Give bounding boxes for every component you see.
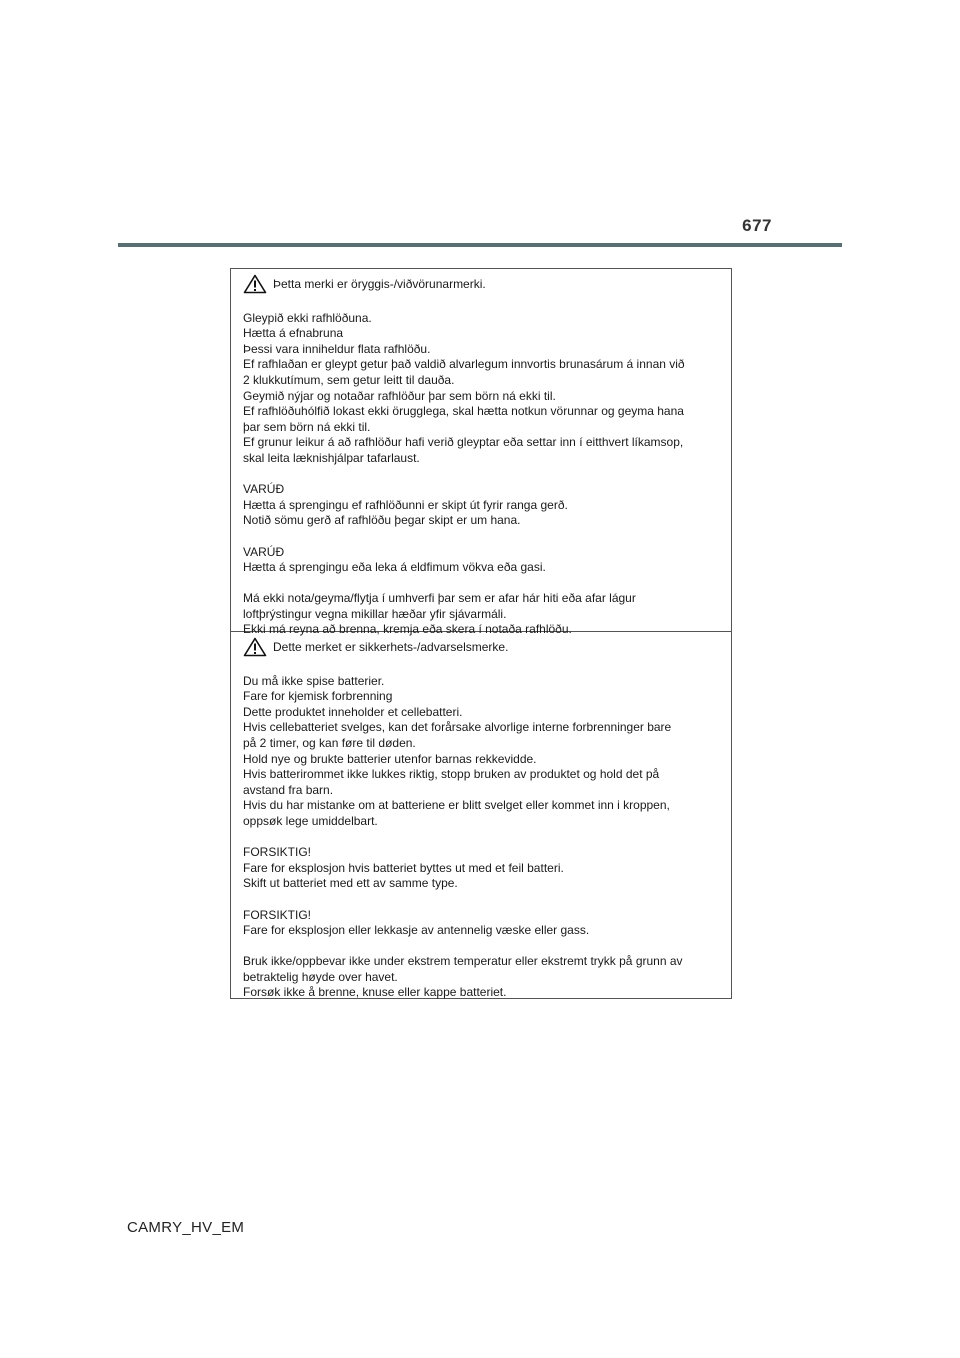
warning-triangle-icon xyxy=(243,637,267,657)
icelandic-para-2 xyxy=(243,482,731,529)
norwegian-para-4 xyxy=(243,954,731,1001)
text-line: på 2 timer, og kan føre til døden. xyxy=(243,735,416,750)
warning-label-box xyxy=(230,268,732,999)
icelandic-heading-row xyxy=(243,273,731,295)
text-line: FORSIKTIG! xyxy=(243,845,312,860)
text-line: þar sem börn ná ekki til. xyxy=(243,419,371,434)
page-number: 677 xyxy=(742,216,772,235)
text-line: Skift ut batteriet med ett av samme type. xyxy=(243,876,458,891)
icelandic-para-1 xyxy=(243,311,731,467)
text-line: Ekki má reyna að brenna, kremja eða skera í notaða rafhlöðu. xyxy=(243,622,572,637)
text-line: Hvis cellebatteriet svelges, kan det forårsake alvorlige interne forbrenninger bare xyxy=(243,720,672,735)
icelandic-section xyxy=(231,269,731,637)
norwegian-section xyxy=(231,632,731,998)
text-line: Hætta á sprengingu ef rafhlöðunni er skipt út fyrir ranga gerð. xyxy=(243,497,568,512)
text-line: skal leita læknishjálpar tafarlaust. xyxy=(243,450,420,465)
text-line: FORSIKTIG! xyxy=(243,907,312,922)
text-line: VARÚÐ xyxy=(243,544,285,559)
icelandic-para-3 xyxy=(243,545,731,576)
norwegian-para-3 xyxy=(243,908,731,939)
text-line: Du må ikke spise batterier. xyxy=(243,673,385,688)
header-rule xyxy=(118,243,842,247)
text-line: Notið sömu gerð af rafhlöðu þegar skipt er um hana. xyxy=(243,513,521,528)
norwegian-heading: Dette merket er sikkerhets-/advarselsmerke. xyxy=(273,640,509,654)
norwegian-para-1 xyxy=(243,674,731,830)
text-line: Fare for eksplosjon eller lekkasje av antennelig væske eller gass. xyxy=(243,923,590,938)
text-line: Fare for kjemisk forbrenning xyxy=(243,689,393,704)
warning-triangle-icon xyxy=(243,274,267,294)
text-line: Forsøk ikke å brenne, knuse eller kappe batteriet. xyxy=(243,985,507,1000)
icelandic-heading: Þetta merki er öryggis-/viðvörunarmerki. xyxy=(273,277,486,291)
text-line: Þessi vara inniheldur flata rafhlöðu. xyxy=(243,341,431,356)
text-line: Dette produktet inneholder et cellebatteri. xyxy=(243,704,463,719)
text-line: Bruk ikke/oppbevar ikke under ekstrem temperatur eller ekstremt trykk på grunn av xyxy=(243,954,683,969)
footer-model-code: CAMRY_HV_EM xyxy=(127,1219,245,1236)
text-line: Hvis batterirommet ikke lukkes riktig, stopp bruken av produktet og hold det på xyxy=(243,767,660,782)
text-line: Hvis du har mistanke om at batteriene er blitt svelget eller kommet inn i kroppen, xyxy=(243,798,670,813)
text-line: Hold nye og brukte batterier utenfor barnas rekkevidde. xyxy=(243,751,537,766)
text-line: Fare for eksplosjon hvis batteriet byttes ut med et feil batteri. xyxy=(243,860,564,875)
text-line: Ef rafhlaðan er gleypt getur það valdið alvarlegum innvortis brunasárum á innan við xyxy=(243,357,685,372)
text-line: oppsøk lege umiddelbart. xyxy=(243,813,378,828)
norwegian-para-2 xyxy=(243,845,731,892)
text-line: loftþrýstingur vegna mikillar hæðar yfir sjávarmáli. xyxy=(243,606,507,621)
text-line: Hætta á efnabruna xyxy=(243,326,344,341)
text-line: avstand fra barn. xyxy=(243,782,334,797)
text-line: Ef rafhlöðuhólfið lokast ekki örugglega, skal hætta notkun vörunnar og geyma hana xyxy=(243,404,684,419)
norwegian-heading-row xyxy=(243,636,731,658)
text-line: Hætta á sprengingu eða leka á eldfimum vökva eða gasi. xyxy=(243,560,546,575)
text-line: 2 klukkutímum, sem getur leitt til dauða. xyxy=(243,372,455,387)
text-line: betraktelig høyde over havet. xyxy=(243,969,398,984)
text-line: VARÚÐ xyxy=(243,482,285,497)
text-line: Ef grunur leikur á að rafhlöður hafi verið gleyptar eða settar inn í eitthvert líkamsop, xyxy=(243,435,684,450)
text-line: Gleypið ekki rafhlöðuna. xyxy=(243,310,372,325)
text-line: Má ekki nota/geyma/flytja í umhverfi þar sem er afar hár hiti eða afar lágur xyxy=(243,591,636,606)
text-line: Geymið nýjar og notaðar rafhlöður þar sem börn ná ekki til. xyxy=(243,388,556,403)
